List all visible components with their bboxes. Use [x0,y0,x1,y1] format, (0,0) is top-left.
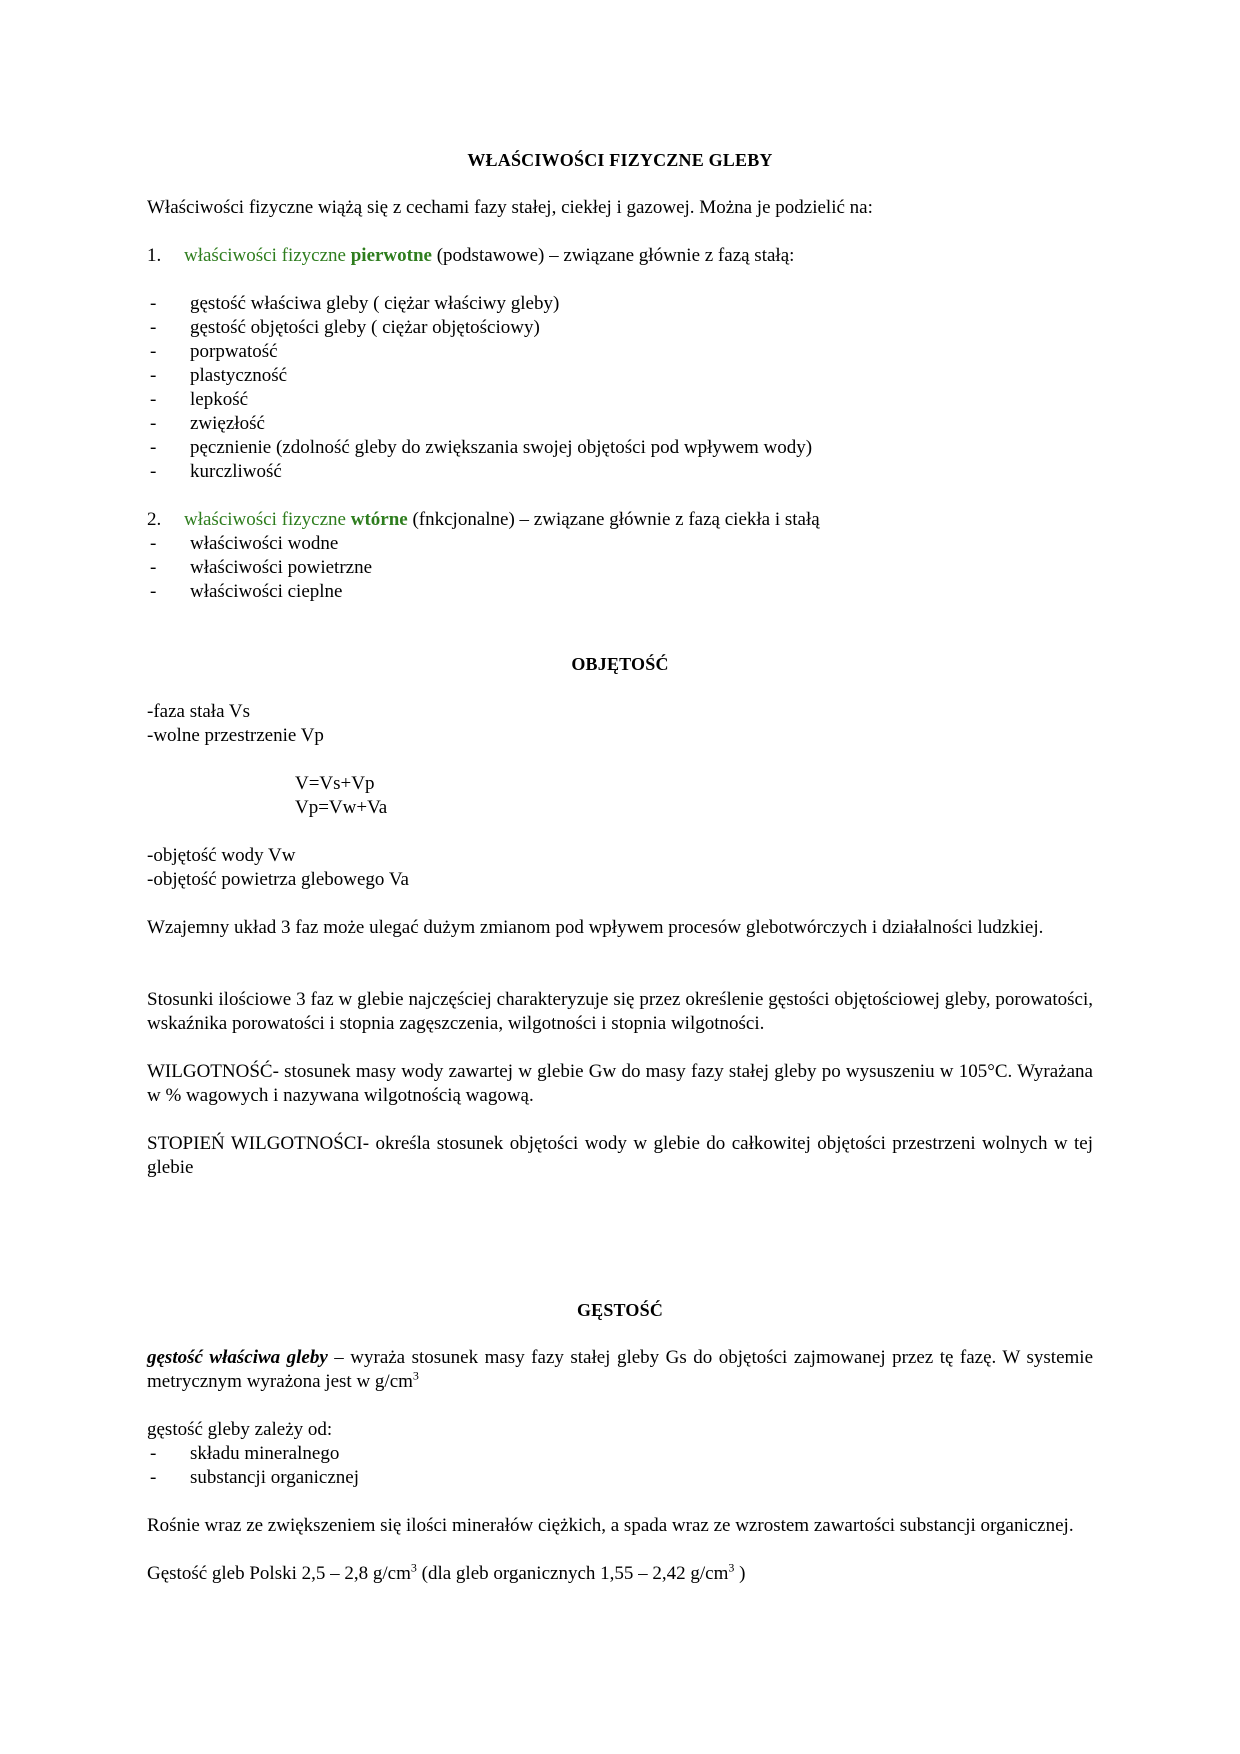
objetosc-line-water: -objętość wody Vw [147,845,296,866]
list-item: zwięzłość [190,413,265,434]
organic-density-text: (dla gleb organicznych 1,55 – 2,42 g/cm [416,1563,729,1584]
section2-lead-b: wtórne [350,509,408,530]
formula-total-volume: V=Vs+Vp [295,773,375,794]
section2-rest: (fnkcjonalne) – związane głównie z fazą ciekła i stałą [407,509,820,530]
list-item: właściwości wodne [190,533,339,554]
list-item: substancji organicznej [190,1467,360,1488]
objetosc-line-solid: -faza stała Vs [147,701,251,722]
section2-lead-a: właściwości fizyczne [184,509,351,530]
paragraph-moisture: WILGOTNOŚĆ- stosunek masy wody zawartej w glebie Gw do masy fazy stałej gleby po wysuszeniu w 105°C. Wyrażana w % wagowych i nazywana wilgotnością wagową. [147,1061,1093,1106]
list-item: lepkość [190,389,249,410]
list-bullet: - [150,293,157,314]
list-bullet: - [150,437,157,458]
document-title: WŁAŚCIWOŚCI FIZYCZNE GLEBY [467,150,773,170]
list-bullet: - [150,581,157,602]
list-item: składu mineralnego [190,1443,340,1464]
paragraph-moisture-degree: STOPIEŃ WILGOTNOŚCI- określa stosunek objętości wody w glebie do całkowitej objętości przestrzeni wolnych w tej glebie [147,1133,1093,1178]
objetosc-heading: OBJĘTOŚĆ [571,654,669,674]
list-item: kurczliwość [190,461,282,482]
paragraph-density-definition [147,1346,1093,1394]
formula-pore-volume: Vp=Vw+Va [295,797,388,818]
list-bullet: - [150,461,157,482]
section1-lead [184,244,794,268]
paragraph-phases-arrangement: Wzajemny układ 3 faz może ulegać dużym zmianom pod wpływem procesów glebotwórczych i działalności ludzkiej. [147,917,1044,938]
list-item: porpwatość [190,341,278,362]
density-term: gęstość właściwa gleby [147,1347,328,1368]
list-bullet: - [150,341,157,362]
list-bullet: - [150,317,157,338]
paragraph-density-growth: Rośnie wraz ze zwiększeniem się ilości minerałów ciężkich, a spada wraz ze wzrostem zawartości substancji organicznej. [147,1515,1074,1536]
list-item: gęstość właściwa gleby ( ciężar właściwy gleby) [190,293,560,314]
section2-lead [184,508,820,532]
list-bullet: - [150,533,157,554]
objetosc-line-air: -objętość powietrza glebowego Va [147,869,409,890]
superscript: 3 [728,1560,735,1575]
superscript: 3 [412,1368,419,1383]
section1-number: 1. [147,245,162,266]
paragraph-density-poland [147,1562,745,1586]
objetosc-line-pores: -wolne przestrzenie Vp [147,725,324,746]
paragraph-phases-ratios: Stosunki ilościowe 3 faz w glebie najczęściej charakteryzuje się przez określenie gęstości objętościowej gleby, porowatości, wskaźnika porowatości i stopnia zagęszczenia, wilgotności i stopnia wilgotności. [147,989,1093,1034]
section1-lead-a: właściwości fizyczne [184,245,351,266]
gestosc-heading: GĘSTOŚĆ [576,1300,664,1320]
list-item: gęstość objętości gleby ( ciężar objętościowy) [190,317,540,338]
list-bullet: - [150,389,157,410]
section1-rest: (podstawowe) – związane głównie z fazą stałą: [431,245,795,266]
closing-paren: ) [734,1563,746,1584]
density-definition-text: – wyraża stosunek masy fazy stałej gleby Gs do objętości zajmowanej przez tę fazę. W systemie metrycznym wyrażona jest w g/cm [147,1347,1093,1392]
list-item: plastyczność [190,365,288,386]
list-item: właściwości cieplne [190,581,343,602]
list-bullet: - [150,413,157,434]
list-bullet: - [150,1443,157,1464]
poland-density-text: Gęstość gleb Polski 2,5 – 2,8 g/cm [147,1563,411,1584]
list-bullet: - [150,1467,157,1488]
list-bullet: - [150,557,157,578]
section1-lead-b: pierwotne [350,245,432,266]
intro-text: Właściwości fizyczne wiążą się z cechami fazy stałej, ciekłej i gazowej. Można je podzielić na: [147,197,873,218]
density-depends-label: gęstość gleby zależy od: [147,1419,333,1440]
list-item: pęcznienie (zdolność gleby do zwiększania swojej objętości pod wpływem wody) [190,437,813,458]
list-item: właściwości powietrzne [190,557,373,578]
list-bullet: - [150,365,157,386]
superscript: 3 [410,1560,417,1575]
section2-number: 2. [147,509,162,530]
